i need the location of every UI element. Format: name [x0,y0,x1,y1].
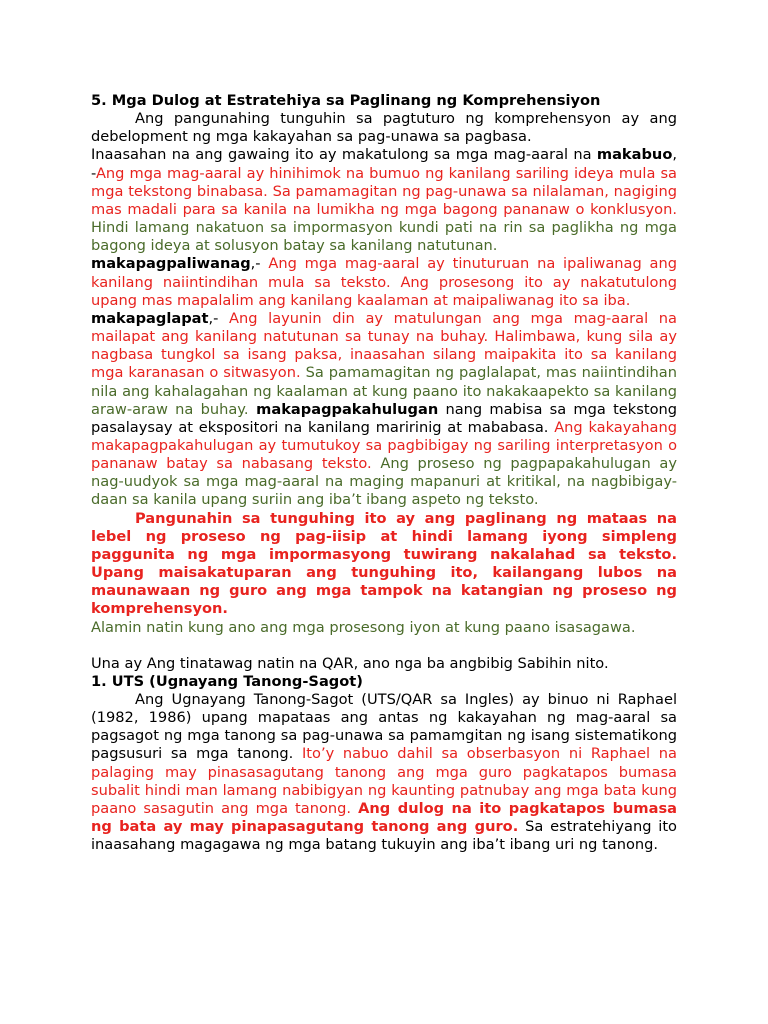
highlight-red: Ito’y nabuo dahil sa obserbasyon ni Raphael na palaging may pinasasagutang tanong ang mga guro pagkatapos bumasa subalit hindi man lamang nabibigyan ng kaunting patnubay ang mga bata kung paano sasagutin ang mga tanong. [91,745,677,817]
text: Ang Ugnayang Tanong-Sagot (UTS/QAR sa Ingles) ay binuo ni Raphael (1982, 1986) upang mapataas ang antas ng kakayahan ng mag-aaral sa pagsagot ng mga tanong sa pag-unawa sa pamamgitan ng isang sistematikong pagsusuri sa mga tanong. [91,691,677,763]
paragraph-makabuo [91,146,677,255]
highlight-red: Ang mga mag-aaral ay tinuturuan na ipaliwanag ang kanilang naiintindihan mula sa teksto. Ang prosesong ito ay nakatutulong upang mas mapalalim ang kanilang kaalaman at maipaliwanag ito sa iba. [91,255,677,309]
paragraph-intro: Ang pangunahing tunguhin sa pagtuturo ng komprehensyon ay ang debelopment ng mga kakayahan sa pag-unawa sa pagbasa. [91,110,677,146]
highlight-red: Ang layunin din ay matulungan ang mga mag-aaral na mailapat ang kanilang natutunan sa tunay na buhay. Halimbawa, kung sila ay nagbasa tungkol sa isang paksa, inaasahan silang maipakita ito sa kanilang mga karanasan o sitwasyon. [91,309,677,382]
term-makapagpaliwanag: makapagpaliwanag [91,255,251,273]
subheading-uts: 1. UTS (Ugnayang Tanong-Sagot) [91,672,363,690]
section-heading: 5. Mga Dulog at Estratehiya sa Paglinang ng Komprehensiyon [91,92,601,109]
separator: ,- [208,309,230,327]
paragraph-emphasis: Pangunahin sa tunguhing ito ay ang paglinang ng mataas na lebel ng proseso ng pag-iisip at hindi lamang iyong simpleng paggunita ng mga impormasyong tuwirang nakalahad sa teksto. Upang maisakatuparan ang tunguhing ito, kailangang lubos na maunawaan ng guro ang mga tampok na katangian ng proseso ng komprehensyon. [91,509,677,618]
term-makapagpakahulugan: makapagpakahulugan [248,400,439,418]
document-page [91,92,677,854]
highlight-red: Ang mga mag-aaral ay hinihimok na bumuo ng kanilang sariling ideya mula sa mga tekstong binabasa. Sa pamamagitan ng pag-unawa sa nilalaman, nagiging mas madali para sa kanila na lumikha ng mga bagong pananaw o konklusyon. [91,164,677,218]
term-makabuo: makabuo [596,146,673,164]
paragraph-makapaglapat [91,310,677,510]
text: nang mabisa sa mga tekstong pasalaysay at ekspositori na kanilang maririnig at mababasa. [91,400,678,436]
separator: , - [91,146,677,182]
paragraph-uts [91,691,677,854]
highlight-redbold: Ang dulog na ito pagkatapos bumasa ng bata ay may pinapasagutang tanong ang guro. [91,799,678,836]
text-2: Sa estratehiyang ito inaasahang magagawa ng mga batang tukuyin ang iba’t ibang uri ng tanong. [91,818,677,854]
highlight-red-2: Ang kakayahang makapagpakahulugan ay tumutukoy sa pagbibigay ng sariling interpretasyon o pananaw batay sa nabasang teksto. [91,418,677,473]
highlight-green-2: Ang proseso ng pagpapakahulugan ay nag-uudyok sa mga mag-aaral na maging mapanuri at kritikal, na nagbibigay-daan sa kanila upang suriin ang iba’t ibang aspeto ng teksto. [91,455,677,509]
paragraph-makapagpaliwanag [91,255,677,309]
highlight-green: Sa pamamagitan ng paglalapat, mas naiintindihan nila ang kahalagahan ng kaalaman at kung paano ito nakakaapekto sa kanilang araw-araw na buhay. [91,364,677,418]
blank-line [91,637,677,655]
highlight-green: Hindi lamang nakatuon sa impormasyon kundi pati na rin sa paglikha ng mga bagong ideya at solusyon batay sa kanilang natutunan. [91,219,677,255]
separator: ,- [250,255,269,273]
term-makapaglapat: makapaglapat [91,309,209,327]
paragraph-qar: Una ay Ang tinatawag natin na QAR, ano nga ba angbibig Sabihin nito. [91,654,609,672]
text: Inaasahan na ang gawaing ito ay makatulong sa mga mag-aaral na [91,146,597,164]
paragraph-alamin: Alamin natin kung ano ang mga prosesong iyon at kung paano isasagawa. [91,618,636,636]
